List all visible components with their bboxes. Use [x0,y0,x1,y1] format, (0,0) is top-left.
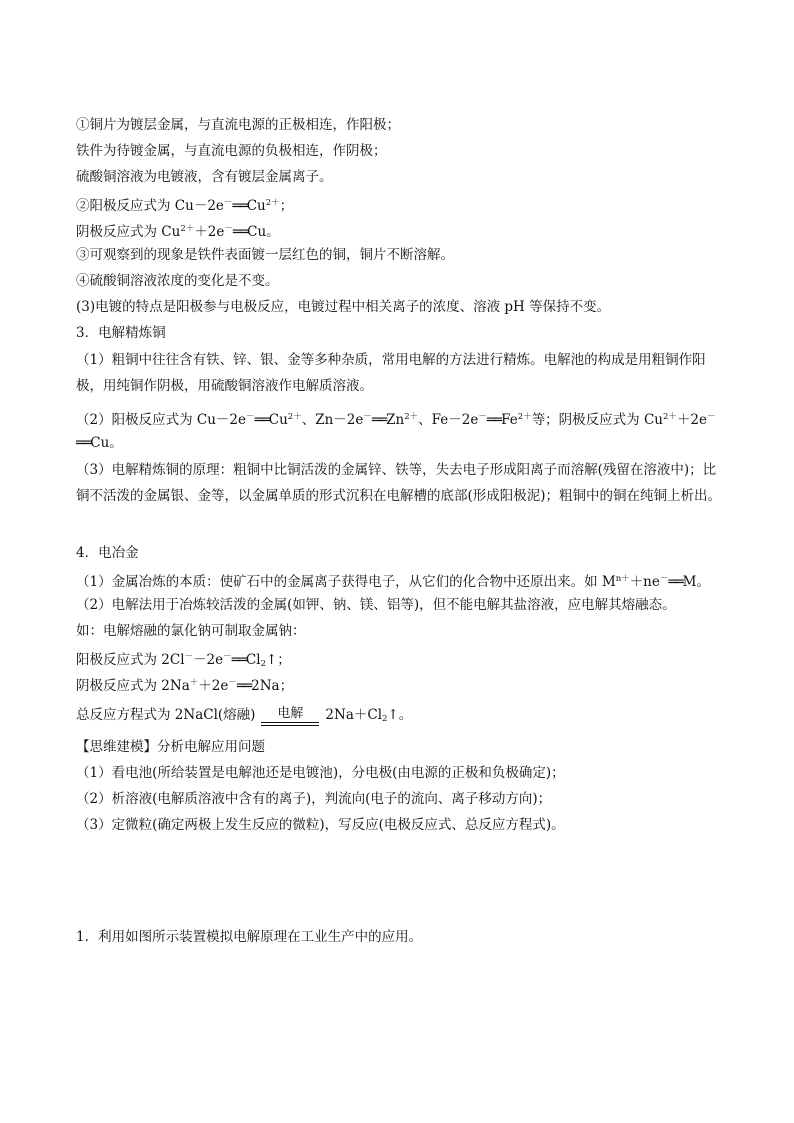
text-line: 铁件为待镀金属，与直流电源的负极相连，作阴极； [76,143,387,159]
metallurgy-essence-line: （1）金属冶炼的本质：使矿石中的金属离子获得电子，从它们的化合物中还原出来。如 $M^{n+}+ne^-══M$。 [76,574,710,590]
text-line: （2）析溶液(电解质溶液中含有的离子)，判流向(电子的流向、离子移动方向)； [76,791,552,807]
cathode-equation-line: 阴极反应式为 2Na＋＋2e－══2Na； [76,678,294,694]
text-line: ③可观察到的现象是铁件表面镀一层红色的铜，铜片不断溶解。 [76,247,454,263]
paragraph: （1）粗铜中往往含有铁、锌、银、金等多种杂质，常用电解的方法进行精炼。电解池的构成是用粗铜作阳极，用纯铜作阴极，用硫酸铜溶液作电解质溶液。 [76,352,706,394]
refining-equation-line: （2）阳极反应式为 $Cu-2e^-══Cu^{2+}$、$Zn-2e^-══Zn^{2+}$、$Fe-2e^-══Fe^{2+}$等；阴极反应式为 $Cu^{2+}+2e^-$ [76,412,716,428]
overall-equation-line: 总反应方程式为 2NaCl(熔融) 电解 $2Na+Cl_2↑$。 [76,706,413,724]
text-line: (3)电镀的特点是阳极参与电极反应，电镀过程中相关离子的浓度、溶液 pH 等保持不变。 [76,299,611,315]
paragraph: （3）电解精炼铜的原理：粗铜中比铜活泼的金属锌、铁等，失去电子形成阳离子而溶解(残留在溶液中)；比铜不活泼的金属银、金等，以金属单质的形式沉积在电解槽的底部(形成阳极泥)；粗铜中的铜在纯铜上析出。 [76,462,722,504]
text-line: （1）看电池(所给装置是电解池还是电镀池)，分电极(由电源的正极和负极确定)； [76,765,565,781]
section-heading: 4．电冶金 [76,545,139,561]
text-line: ④硫酸铜溶液浓度的变化是不变。 [76,273,279,289]
anode-equation-line: ②阳极反应式为 $Cu-2e^-══Cu^{2+}$； [76,198,294,214]
section-heading: 3．电解精炼铜 [76,325,166,341]
anode-equation-line: 阳极反应式为 $2Cl^--2e^-══Cl_2↑$； [76,652,291,669]
section-heading: 【思维建模】分析电解应用问题 [76,739,265,755]
question-1: 1．利用如图所示装置模拟电解原理在工业生产中的应用。 [76,929,423,945]
text-line: ①铜片为镀层金属，与直流电源的正极相连，作阳极； [76,117,400,133]
text-line: （2）电解法用于冶炼较活泼的金属(如钾、钠、镁、铝等)，但不能电解其盐溶液，应电解其熔融态。 [76,597,676,613]
text-line: （3）定微粒(确定两极上发生反应的微粒)，写反应(电极反应式、总反应方程式)。 [76,817,565,833]
reaction-condition: 电解 [259,707,321,726]
text-line: 如：电解熔融的氯化钠可制取金属钠： [76,623,306,639]
cathode-equation-line: 阴极反应式为 $Cu^{2+}+2e^-══Cu$。 [76,224,280,240]
refining-equation-continuation: ══Cu。 [76,435,123,451]
text-line: 硫酸铜溶液为电镀液，含有镀层金属离子。 [76,169,333,185]
